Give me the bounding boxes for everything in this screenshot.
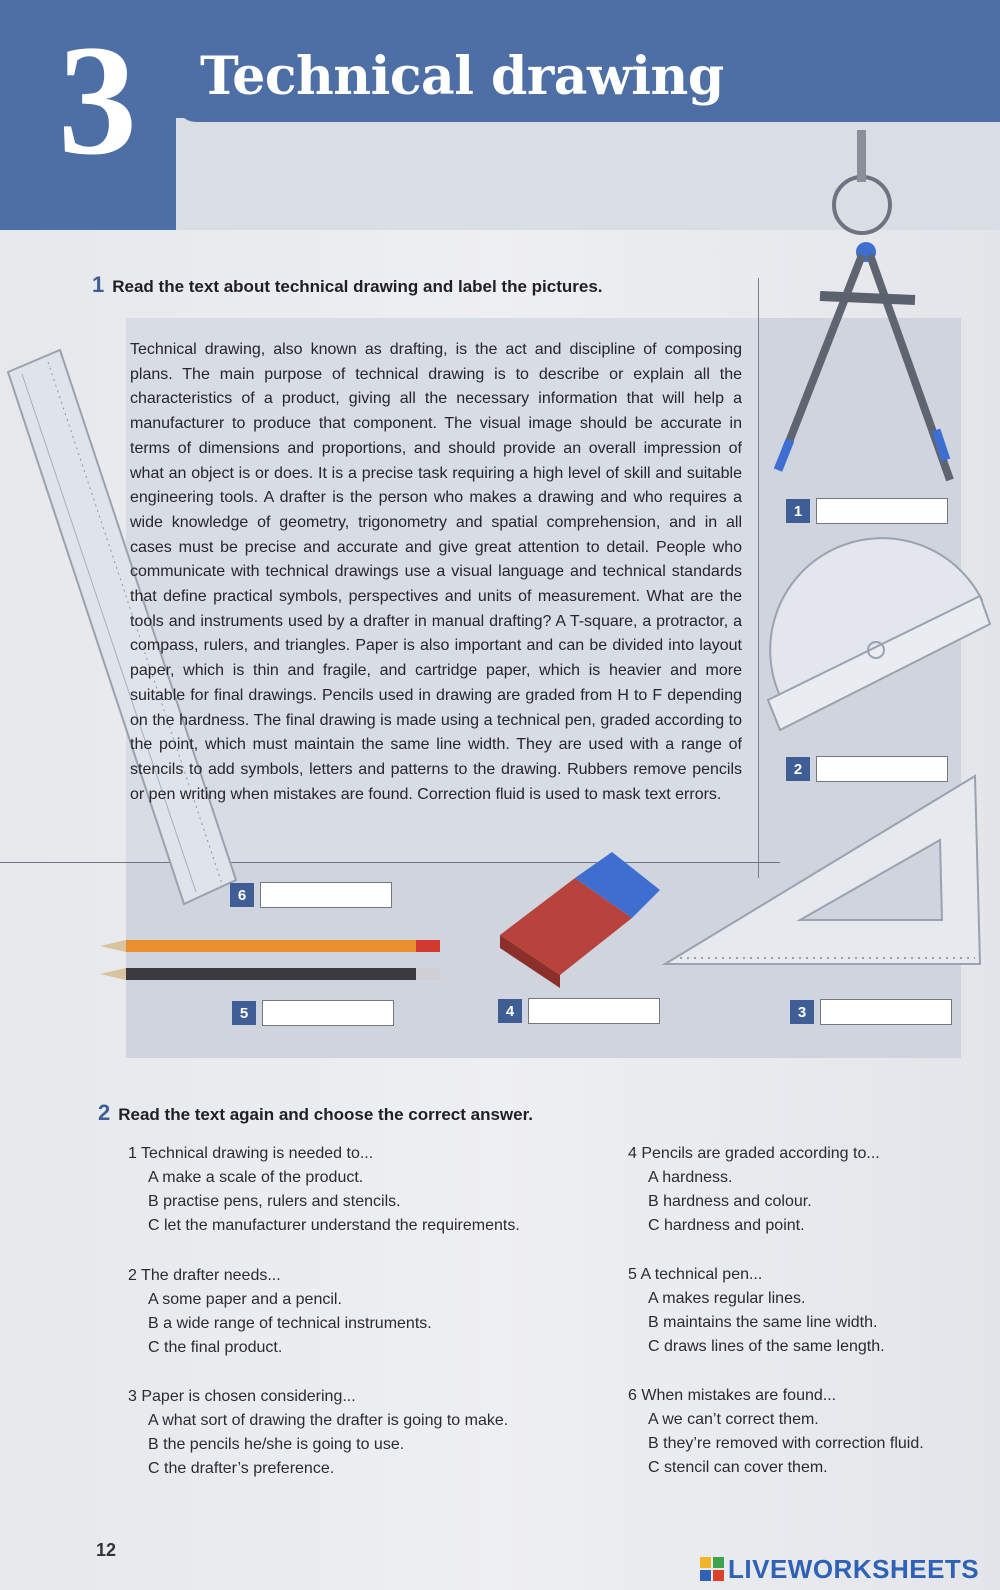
label-number: 3 bbox=[790, 1000, 814, 1024]
label-1[interactable] bbox=[786, 498, 948, 524]
answer-option[interactable]: C the final product. bbox=[148, 1339, 283, 1356]
answer-option[interactable]: B practise pens, rulers and stencils. bbox=[148, 1193, 401, 1210]
question-stem: 2 The drafter needs... bbox=[128, 1267, 281, 1284]
rubber-icon bbox=[500, 852, 660, 988]
page-title: Technical drawing bbox=[200, 46, 724, 107]
label-input[interactable] bbox=[528, 998, 660, 1024]
answer-option[interactable]: B maintains the same line width. bbox=[648, 1314, 878, 1331]
label-input[interactable] bbox=[260, 882, 392, 908]
liveworksheets-icon bbox=[700, 1557, 724, 1581]
exercise1-instruction: Read the text about technical drawing and label the pictures. bbox=[112, 277, 603, 296]
pencil-icon bbox=[100, 940, 440, 980]
exercise2-heading bbox=[98, 1100, 533, 1126]
exercise2-instruction: Read the text again and choose the correct answer. bbox=[118, 1105, 533, 1124]
label-input[interactable] bbox=[262, 1000, 394, 1026]
reading-paragraph: Technical drawing, also known as drafting, is the act and discipline of composing plans. The main purpose of technical drawing is to describe or explain all the characteristics of a product, giving all the necessary information that will help a manufacturer to produce that component. The visual image should be accurate in terms of dimensions and proportions, and should provide an overall impression of what an object is or does. It is a precise task requiring a high level of skill and suitable engineering tools. A drafter is the person who makes a drawing and who requires a wide knowledge of geometry, trigonometry and spatial comprehension, and in all cases must be precise and accurate and give great attention to detail. People who communicate with technical drawings use a visual language and technical standards that define practical symbols, perspectives and units of measurement. What are the tools and instruments used by a drafter in manual drafting? A T-square, a protractor, a compass, rulers, and triangles. Paper is also important and can be divided into layout paper, which is thin and fragile, and cartridge paper, which is heavier and more suitable for final drawings. Pencils used in drawing are graded from H to F depending on the hardness. The final drawing is made using a technical pen, graded according to the point, which must maintain the same line width. They are used with a range of stencils to add symbols, letters and patterns to the drawing. Rubbers remove pencils or pen writing when mistakes are found. Correction fluid is used to mask text errors. bbox=[130, 341, 742, 803]
label-4[interactable] bbox=[498, 998, 660, 1024]
answer-option[interactable]: C stencil can cover them. bbox=[648, 1459, 828, 1476]
answer-option[interactable]: B hardness and colour. bbox=[648, 1193, 812, 1210]
label-number: 6 bbox=[230, 883, 254, 907]
label-2[interactable] bbox=[786, 756, 948, 782]
answer-option[interactable]: A make a scale of the product. bbox=[148, 1169, 364, 1186]
exercise2-number: 2 bbox=[98, 1100, 111, 1125]
question-stem: 1 Technical drawing is needed to... bbox=[128, 1145, 374, 1162]
question-stem: 4 Pencils are graded according to... bbox=[628, 1145, 880, 1162]
question-4 bbox=[628, 1142, 880, 1238]
answer-option[interactable]: B a wide range of technical instruments. bbox=[148, 1315, 432, 1332]
answer-option[interactable]: A hardness. bbox=[648, 1169, 733, 1186]
answer-option[interactable]: C draws lines of the same length. bbox=[648, 1338, 885, 1355]
label-number: 2 bbox=[786, 757, 810, 781]
page-number: 12 bbox=[96, 1540, 117, 1560]
answer-option[interactable]: C hardness and point. bbox=[648, 1217, 805, 1234]
answer-option[interactable]: A makes regular lines. bbox=[648, 1290, 806, 1307]
label-input[interactable] bbox=[820, 999, 952, 1025]
question-stem: 6 When mistakes are found... bbox=[628, 1387, 837, 1404]
label-3[interactable] bbox=[790, 999, 952, 1025]
question-1 bbox=[128, 1142, 520, 1238]
chapter-number: 3 bbox=[58, 13, 137, 188]
question-stem: 5 A technical pen... bbox=[628, 1266, 763, 1283]
protractor-icon bbox=[768, 538, 990, 730]
question-3 bbox=[128, 1385, 508, 1481]
liveworksheets-logo[interactable] bbox=[700, 1554, 979, 1585]
answer-option[interactable]: A some paper and a pencil. bbox=[148, 1291, 342, 1308]
label-number: 1 bbox=[786, 499, 810, 523]
compass-icon bbox=[778, 130, 950, 480]
label-number: 4 bbox=[498, 999, 522, 1023]
reading-text bbox=[130, 338, 742, 807]
label-input[interactable] bbox=[816, 756, 948, 782]
label-6[interactable] bbox=[230, 882, 392, 908]
answer-option[interactable]: A we can’t correct them. bbox=[648, 1411, 819, 1428]
answer-option[interactable]: C let the manufacturer understand the requirements. bbox=[148, 1217, 520, 1234]
label-number: 5 bbox=[232, 1001, 256, 1025]
answer-option[interactable]: C the drafter’s preference. bbox=[148, 1460, 335, 1477]
question-2 bbox=[128, 1264, 432, 1360]
exercise1-number: 1 bbox=[92, 272, 105, 297]
answer-option[interactable]: B the pencils he/she is going to use. bbox=[148, 1436, 405, 1453]
label-input[interactable] bbox=[816, 498, 948, 524]
question-5 bbox=[628, 1263, 885, 1359]
question-6 bbox=[628, 1384, 924, 1480]
answer-option[interactable]: A what sort of drawing the drafter is going to make. bbox=[148, 1412, 509, 1429]
question-stem: 3 Paper is chosen considering... bbox=[128, 1388, 356, 1405]
brand-text: LIVEWORKSHEETS bbox=[728, 1554, 980, 1584]
label-5[interactable] bbox=[232, 1000, 394, 1026]
answer-option[interactable]: B they’re removed with correction fluid. bbox=[648, 1435, 924, 1452]
